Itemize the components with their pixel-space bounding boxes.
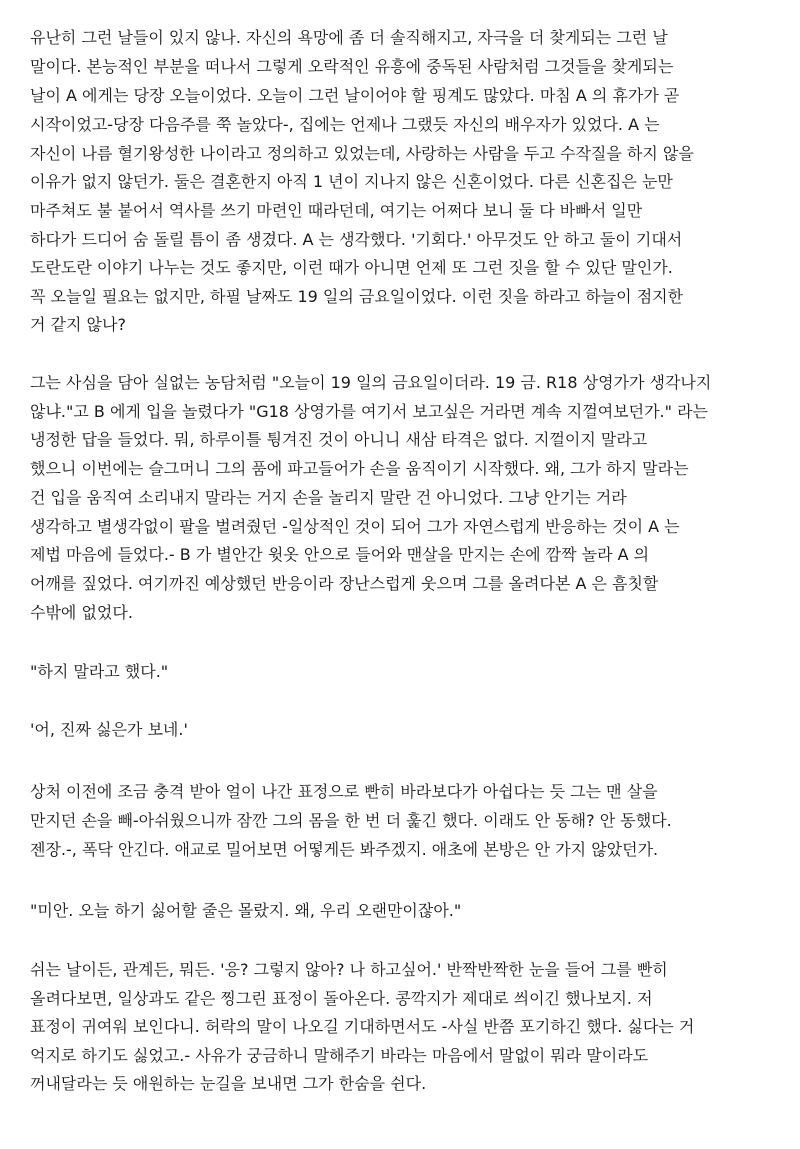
text-line: 하다가 드디어 숨 돌릴 틈이 좀 생겼다. A 는 생각했다. '기회다.' 아무것도 안 하고 둘이 기대서 (30, 230, 683, 249)
text-line: 않냐."고 B 에게 입을 놀렸다가 "G18 상영가를 여기서 보고싶은 거라면 계속 지껄여보던가." 라는 (30, 402, 708, 421)
text-line: 날이 A 에게는 당장 오늘이었다. 오늘이 그런 날이어야 할 핑계도 많았다. 마침 A 의 휴가가 곧 (30, 86, 680, 105)
text-line: 수밖에 없었다. (30, 603, 133, 622)
text-line: 마주쳐도 불 붙어서 역사를 쓰기 마련인 때라던데, 여기는 어쩌다 보니 둘 다 바빠서 일만 (30, 201, 643, 220)
text-line: 만지던 손을 빼-아쉬웠으니까 잠깐 그의 몸을 한 번 더 훑긴 했다. 이래도 안 동해? 안 동했다. (30, 811, 672, 830)
text-line: 거 같지 않나? (30, 315, 126, 334)
text-line: 제법 마음에 들었다.- B 가 별안간 윗옷 안으로 들어와 맨살을 만지는 손에 깜짝 놀라 A 의 (30, 545, 650, 564)
text-line: 상처 이전에 조금 충격 받아 얼이 나간 표정으로 빤히 바라보다가 아쉽다는 듯 그는 맨 살을 (30, 782, 658, 801)
text-line: "하지 말라고 했다." (30, 662, 169, 681)
text-line: 말이다. 본능적인 부분을 떠나서 그렇게 오락적인 유흥에 중독된 사람처럼 그것들을 찾게되는 (30, 57, 674, 76)
text-line: 도란도란 이야기 나누는 것도 좋지만, 이런 때가 아니면 언제 또 그런 짓을 할 수 있단 말인가. (30, 258, 673, 277)
text-line: 자신이 나름 혈기왕성한 나이라고 정의하고 있었는데, 사랑하는 사람을 두고 수작질을 하지 않을 (30, 144, 694, 163)
text-line: "미안. 오늘 하기 싫어할 줄은 몰랐지. 왜, 우리 오랜만이잖아." (30, 901, 462, 920)
text-line: 그는 사심을 담아 실없는 농담처럼 "오늘이 19 일의 금요일이더라. 19 금. R18 상영가가 생각나지 (30, 373, 712, 392)
text-line: 생각하고 별생각없이 팔을 벌려줬던 -일상적인 것이 되어 그가 자연스럽게 반응하는 것이 A 는 (30, 517, 680, 536)
text-line: 올려다보면, 일상과도 같은 찡그린 표정이 돌아온다. 콩깍지가 제대로 씌이긴 했나보지. 저 (30, 989, 653, 1008)
text-line: 억지로 하기도 싫었고.- 사유가 궁금하니 말해주기 바라는 마음에서 말없이 뭐라 말이라도 (30, 1046, 649, 1065)
text-line: 꺼내달라는 듯 애원하는 눈길을 보내면 그가 한숨을 쉰다. (30, 1074, 427, 1093)
text-line: 어깨를 짚었다. 여기까진 예상했던 반응이라 장난스럽게 웃으며 그를 올려다본 A 은 흠칫할 (30, 574, 659, 593)
text-line: 표정이 귀여워 보인다니. 허락의 말이 나오길 기대하면서도 -사실 반쯤 포기하긴 했다. 싫다는 거 (30, 1017, 695, 1036)
text-line: 젠장.-, 폭닥 안긴다. 애교로 밀어보면 어떻게든 봐주겠지. 애초에 본방은 안 가지 않았던가. (30, 840, 659, 859)
text-line: 꼭 오늘일 필요는 없지만, 하필 날짜도 19 일의 금요일이었다. 이런 짓을 하라고 하늘이 점지한 (30, 287, 684, 306)
text-line: 쉬는 날이든, 관계든, 뭐든. '응? 그렇지 않아? 나 하고싶어.' 반짝반짝한 눈을 들어 그를 빤히 (30, 960, 668, 979)
text-line: 건 입을 움직여 소리내지 말라는 거지 손을 놀리지 말란 건 아니었다. 그냥 안기는 거라 (30, 488, 627, 507)
text-line: 유난히 그런 날들이 있지 않나. 자신의 욕망에 좀 더 솔직해지고, 자극을 더 찾게되는 그런 날 (30, 28, 668, 47)
text-line: 냉정한 답을 들었다. 뭐, 하루이틀 튕겨진 것이 아니니 새삼 타격은 없다. 지껄이지 말라고 (30, 430, 648, 449)
text-line: 이유가 없지 않던가. 둘은 결혼한지 아직 1 년이 지나지 않은 신혼이었다. 다른 신혼집은 눈만 (30, 172, 673, 191)
text-line: 시작이었고-당장 다음주를 쭉 놀았다-, 집에는 언제나 그랬듯 자신의 배우자가 있었다. A 는 (30, 115, 660, 134)
text-line: '어, 진짜 싫은가 보네.' (30, 720, 188, 739)
text-line: 했으니 이번에는 슬그머니 그의 품에 파고들어가 손을 움직이기 시작했다. 왜, 그가 하지 말라는 (30, 459, 689, 478)
